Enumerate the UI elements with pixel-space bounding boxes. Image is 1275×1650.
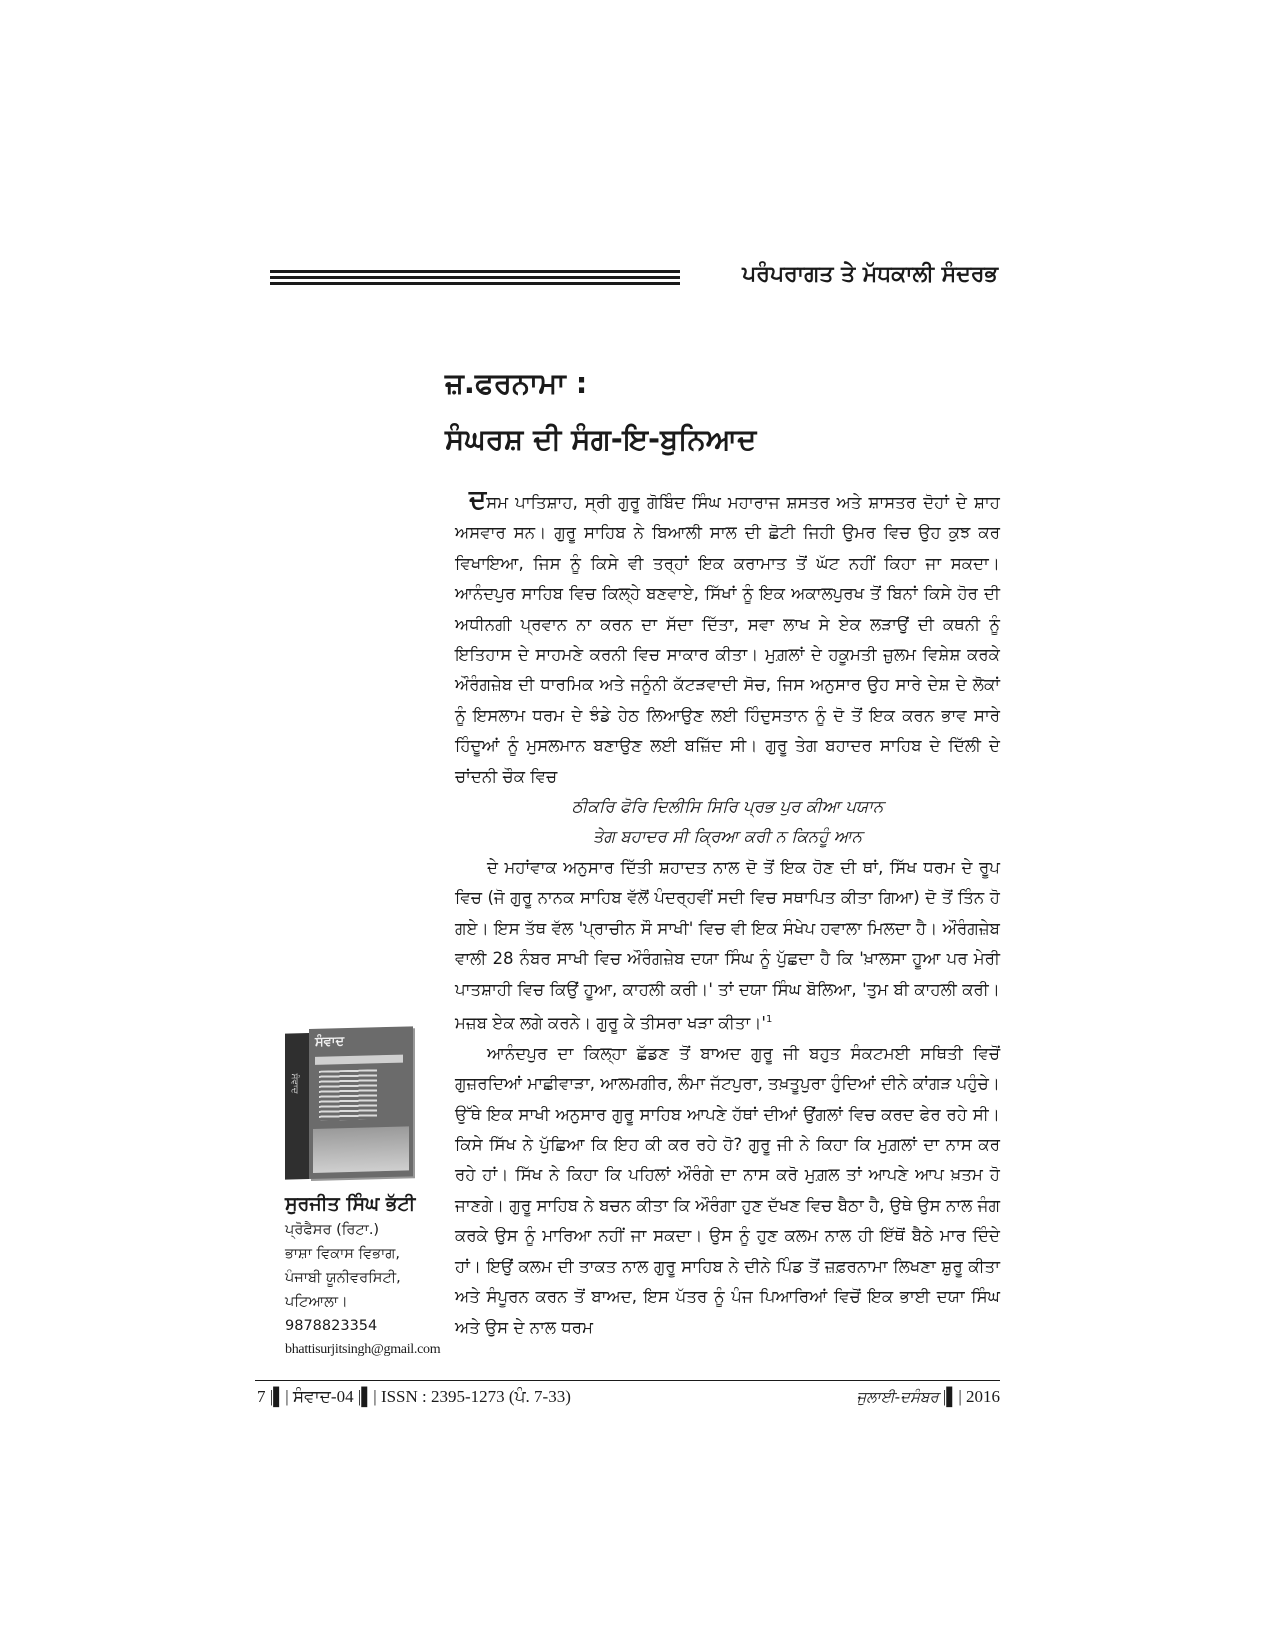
paragraph-2-text: ਦੇ ਮਹਾਂਵਾਕ ਅਨੁਸਾਰ ਦਿੱਤੀ ਸ਼ਹਾਦਤ ਨਾਲ ਦੋ ਤੋਂ ਇਕ ਹੋਣ ਦੀ ਥਾਂ, ਸਿੱਖ ਧਰਮ ਦੇ ਰੂਪ ਵਿਚ (ਜੋ ਗੁਰੂ ਨਾਨਕ ਸਾਹਿਬ ਵੱਲੋਂ ਪੰਦਰ੍ਹਵੀਂ ਸਦੀ ਵਿਚ ਸਥਾਪਿਤ ਕੀਤਾ ਗਿਆ) ਦੋ ਤੋਂ ਤਿੰਨ ਹੋ ਗਏ। ਇਸ ਤੱਥ ਵੱਲ 'ਪ੍ਰਾਚੀਨ ਸੌ ਸਾਖੀ' ਵਿਚ ਵੀ ਇਕ ਸੰਖੇਪ ਹਵਾਲਾ ਮਿਲਦਾ ਹੈ। ਔਰੰਗਜ਼ੇਬ ਵਾਲੀ 28 ਨੰਬਰ ਸਾਖੀ ਵਿਚ ਔਰੰਗਜ਼ੇਬ ਦਯਾ ਸਿੰਘ ਨੂੰ ਪੁੱਛਦਾ ਹੈ ਕਿ 'ਖ਼ਾਲਸਾ ਹੂਆ ਪਰ ਮੇਰੀ ਪਾਤਸ਼ਾਹੀ ਵਿਚ ਕਿਉਂ ਹੂਆ, ਕਾਹਲੀ ਕਰੀ।' ਤਾਂ ਦਯਾ ਸਿੰਘ ਬੋਲਿਆ, 'ਤੁਮ ਬੀ ਕਾਹਲੀ ਕਰੀ। ਮਜ਼ਬ ਏਕ ਲਗੇ ਕਰਨੇ। ਗੁਰੂ ਕੇ ਤੀਸਰਾ ਖੜਾ ਕੀਤਾ।' bbox=[455, 857, 1000, 1033]
author-email[interactable]: bhattisurjitsingh@gmail.com bbox=[285, 1342, 441, 1357]
author-city: ਪਟਿਆਲਾ। bbox=[285, 1294, 348, 1310]
book-spine-label: ਸੰਵਾਦ bbox=[289, 1073, 299, 1094]
book-cover-title: ਸੰਵਾਦ bbox=[315, 1034, 345, 1050]
author-department: ਭਾਸ਼ਾ ਵਿਕਾਸ ਵਿਭਾਗ, bbox=[285, 1246, 400, 1262]
verse-line-2: ਤੇਗ ਬਹਾਦਰ ਸੀ ਕ੍ਰਿਆ ਕਰੀ ਨ ਕਿਨਹੂੰ ਆਨ bbox=[592, 827, 863, 847]
paragraph-3: ਆਨੰਦਪੁਰ ਦਾ ਕਿਲ੍ਹਾ ਛੱਡਣ ਤੋਂ ਬਾਅਦ ਗੁਰੂ ਜੀ ਬਹੁਤ ਸੰਕਟਮਈ ਸਥਿਤੀ ਵਿਚੋਂ ਗੁਜ਼ਰਦਿਆਂ ਮਾਛੀਵਾੜਾ, ਆਲਮਗੀਰ, ਲੰਮਾ ਜੱਟਪੁਰਾ, ਤਖ਼ਤੂਪੁਰਾ ਹੁੰਦਿਆਂ ਦੀਨੇ ਕਾਂਗੜ ਪਹੁੰਚੇ। ਉੱਥੇ ਇਕ ਸਾਖੀ ਅਨੁਸਾਰ ਗੁਰੂ ਸਾਹਿਬ ਆਪਣੇ ਹੱਥਾਂ ਦੀਆਂ ਉਂਗਲਾਂ ਵਿਚ ਕਰਦ ਫੇਰ ਰਹੇ ਸੀ। ਕਿਸੇ ਸਿੱਖ ਨੇ ਪੁੱਛਿਆ ਕਿ ਇਹ ਕੀ ਕਰ ਰਹੇ ਹੋ? ਗੁਰੂ ਜੀ ਨੇ ਕਿਹਾ ਕਿ ਮੁਗ਼ਲਾਂ ਦਾ ਨਾਸ ਕਰ ਰਹੇ ਹਾਂ। ਸਿੱਖ ਨੇ ਕਿਹਾ ਕਿ ਪਹਿਲਾਂ ਔਰੰਗੇ ਦਾ ਨਾਸ ਕਰੋ ਮੁਗ਼ਲ ਤਾਂ ਆਪਣੇ ਆਪ ਖ਼ਤਮ ਹੋ ਜਾਣਗੇ। ਗੁਰੂ ਸਾਹਿਬ ਨੇ ਬਚਨ ਕੀਤਾ ਕਿ ਔਰੰਗਾ ਹੁਣ ਦੱਖਣ ਵਿਚ ਬੈਠਾ ਹੈ, ਉਥੇ ਉਸ ਨਾਲ ਜੰਗ ਕਰਕੇ ਉਸ ਨੂੰ ਮਾਰਿਆ ਨਹੀਂ ਜਾ ਸਕਦਾ। ਉਸ ਨੂੰ ਹੁਣ ਕਲਮ ਨਾਲ ਹੀ ਇੱਥੋਂ ਬੈਠੇ ਮਾਰ ਦਿੰਦੇ ਹਾਂ। ਇਉਂ ਕਲਮ ਦੀ ਤਾਕਤ ਨਾਲ ਗੁਰੂ ਸਾਹਿਬ ਨੇ ਦੀਨੇ ਪਿੰਡ ਤੋਂ ਜ਼ਫ਼ਰਨਾਮਾ ਲਿਖਣਾ ਸ਼ੁਰੂ ਕੀਤਾ ਅਤੇ ਸੰਪੂਰਨ ਕਰਨ ਤੋਂ ਬਾਅਦ, ਇਸ ਪੱਤਰ ਨੂੰ ਪੰਜ ਪਿਆਰਿਆਂ ਵਿਚੋਂ ਇਕ ਭਾਈ ਦਯਾ ਸਿੰਘ ਅਤੇ ਉਸ ਦੇ ਨਾਲ ਧਰਮ bbox=[455, 1043, 1000, 1337]
author-name: ਸੁਰਜੀਤ ਸਿੰਘ ਭੱਟੀ bbox=[285, 1193, 416, 1215]
journal-cover-image bbox=[285, 1026, 413, 1181]
paragraph-1 bbox=[455, 485, 1000, 792]
drop-cap: ਦ bbox=[469, 485, 487, 515]
article-title bbox=[445, 355, 756, 467]
footer-period: ਜੁਲਾਈ-ਦਸੰਬਰ bbox=[856, 1388, 939, 1406]
section-title: ਪਰੰਪਰਾਗਤ ਤੇ ਮੱਧਕਾਲੀ ਸੰਦਰਭ bbox=[742, 262, 998, 287]
book-cover-photo bbox=[313, 1126, 409, 1173]
section-header bbox=[270, 262, 998, 294]
footnote-marker[interactable]: 1 bbox=[765, 1013, 773, 1025]
paragraph-1-text: ਸਮ ਪਾਤਿਸ਼ਾਹ, ਸ੍ਰੀ ਗੁਰੂ ਗੋਬਿੰਦ ਸਿੰਘ ਮਹਾਰਾਜ ਸ਼ਸਤਰ ਅਤੇ ਸ਼ਾਸਤਰ ਦੋਹਾਂ ਦੇ ਸ਼ਾਹ ਅਸਵਾਰ ਸਨ। ਗੁਰੂ ਸਾਹਿਬ ਨੇ ਬਿਆਲੀ ਸਾਲ ਦੀ ਛੋਟੀ ਜਿਹੀ ਉਮਰ ਵਿਚ ਉਹ ਕੁਝ ਕਰ ਵਿਖਾਇਆ, ਜਿਸ ਨੂੰ ਕਿਸੇ ਵੀ ਤਰ੍ਹਾਂ ਇਕ ਕਰਾਮਾਤ ਤੋਂ ਘੱਟ ਨਹੀਂ ਕਿਹਾ ਜਾ ਸਕਦਾ। ਆਨੰਦਪੁਰ ਸਾਹਿਬ ਵਿਚ ਕਿਲ੍ਹੇ ਬਣਵਾਏ, ਸਿੱਖਾਂ ਨੂੰ ਇਕ ਅਕਾਲਪੁਰਖ ਤੋਂ ਬਿਨਾਂ ਕਿਸੇ ਹੋਰ ਦੀ ਅਧੀਨਗੀ ਪ੍ਰਵਾਨ ਨਾ ਕਰਨ ਦਾ ਸੱਦਾ ਦਿੱਤਾ, ਸਵਾ ਲਾਖ ਸੇ ਏਕ ਲੜਾਉਂ ਦੀ ਕਥਨੀ ਨੂੰ ਇਤਿਹਾਸ ਦੇ ਸਾਹਮਣੇ ਕਰਨੀ ਵਿਚ ਸਾਕਾਰ ਕੀਤਾ। ਮੁਗ਼ਲਾਂ ਦੇ ਹਕੂਮਤੀ ਜ਼ੁਲਮ ਵਿਸ਼ੇਸ਼ ਕਰਕੇ ਔਰੰਗਜ਼ੇਬ ਦੀ ਧਾਰਮਿਕ ਅਤੇ ਜਨੂੰਨੀ ਕੱਟੜਵਾਦੀ ਸੋਚ, ਜਿਸ ਅਨੁਸਾਰ ਉਹ ਸਾਰੇ ਦੇਸ਼ ਦੇ ਲੋਕਾਂ ਨੂੰ ਇਸਲਾਮ ਧਰਮ ਦੇ ਝੰਡੇ ਹੇਠ ਲਿਆਉਣ ਲਈ ਹਿੰਦੁਸਤਾਨ ਨੂੰ ਦੋ ਤੋਂ ਇਕ ਕਰਨ ਭਾਵ ਸਾਰੇ ਹਿੰਦੂਆਂ ਨੂੰ ਮੁਸਲਮਾਨ ਬਣਾਉਣ ਲਈ ਬਜ਼ਿੱਦ ਸੀ। ਗੁਰੂ ਤੇਗ ਬਹਾਦਰ ਸਾਹਿਬ ਦੇ ਦਿੱਲੀ ਦੇ ਚਾਂਦਨੀ ਚੌਕ ਵਿਚ bbox=[455, 493, 1000, 786]
book-spine bbox=[285, 1033, 309, 1180]
author-university: ਪੰਜਾਬੀ ਯੂਨੀਵਰਸਿਟੀ, bbox=[285, 1270, 401, 1286]
author-phone: 9878823354 bbox=[285, 1318, 378, 1334]
page-footer bbox=[255, 1380, 1000, 1411]
book-cover-contents bbox=[319, 1069, 377, 1121]
title-line-1: ਜ਼.ਫਰਨਾਮਾ : bbox=[445, 366, 588, 400]
header-rule bbox=[270, 270, 680, 288]
author-info bbox=[285, 1190, 441, 1362]
author-designation: ਪ੍ਰੋਫੈਸਰ (ਰਿਟਾ.) bbox=[285, 1222, 380, 1238]
article-body bbox=[455, 485, 1000, 1343]
footer-journal-info: 7 |▌| ਸੰਵਾਦ-04 |▌| ISSN : 2395-1273 (ਪੰ. 7-33) bbox=[257, 1387, 571, 1406]
footer-issue-date bbox=[857, 1387, 1001, 1407]
verse-line-1: ਠੀਕਰਿ ਫੋਰਿ ਦਿਲੀਸਿ ਸਿਰਿ ਪ੍ਰਭ ਪੁਰ ਕੀਆ ਪਯਾਨ bbox=[571, 797, 884, 817]
title-line-2: ਸੰਘਰਸ਼ ਦੀ ਸੰਗ-ਇ-ਬੁਨਿਆਦ bbox=[445, 422, 757, 456]
footer-year: |▌| 2016 bbox=[942, 1387, 1000, 1406]
paragraph-2 bbox=[455, 853, 1000, 1039]
